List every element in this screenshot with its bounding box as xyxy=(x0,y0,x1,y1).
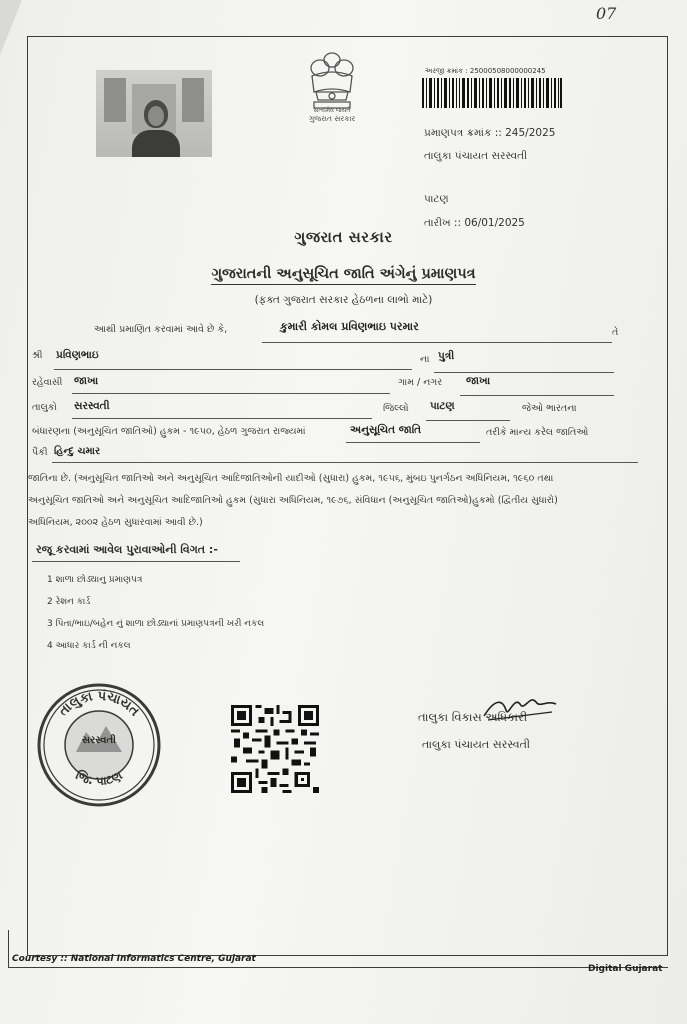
father-name: પ્રવિણભાઇ xyxy=(56,349,99,361)
india-text: જેઓ ભારતના xyxy=(522,403,577,414)
documents-heading: રજૂ કરવામાં આવેલ પુરાવાઓની વિગત :- xyxy=(36,543,218,556)
document-item-1: 1 શાળા છોડ્યાનુ પ્રમાણપત્ર xyxy=(47,575,143,585)
emblem-motto: સત્યમેવ જયતે xyxy=(313,107,351,114)
legal-line-2: અનુસૂચિત જાતિઓ અને અનુસૂચિત આદિજાતિઓ હુકમ (સુધારા અધિનિયમ, ૧૯૭૬, સંવિધાન (અનુસૂચિત જાતિઓ)હુકમો (દ્વિતીય સુધારો) xyxy=(28,495,558,506)
caste-underline xyxy=(52,462,638,463)
document-item-4: 4 આધાર કાર્ડ ની નકલ xyxy=(47,641,131,651)
documents-list xyxy=(47,569,264,657)
certificate-subtitle: (ફક્ત ગુજરાત સરકાર હેઠળના લાભો માટે) xyxy=(254,294,433,306)
footer-brand: Digital Gujarat xyxy=(588,964,663,974)
document-item-2: 2 રેશન કાર્ડ xyxy=(47,597,91,607)
caste-value: હિન્દુ ચમાર xyxy=(54,446,101,457)
resident-value: જાખા xyxy=(74,375,99,387)
handwritten-note: 07 xyxy=(596,4,617,23)
na-label: ના xyxy=(420,354,430,365)
document-item-3: 3 પિતા/ભાઇ/બહેન નું શાળા છોડ્યાનાં પ્રમાણપત્રની ખરી નકલ xyxy=(47,619,265,629)
officer-office: તાલુકા પંચાયત સરસ્વતી xyxy=(422,738,531,751)
seal-bottom-text: જિ. પાટણ xyxy=(73,767,125,789)
applicant-photo xyxy=(96,70,212,157)
legal-paragraph xyxy=(28,468,640,534)
district-underline xyxy=(426,420,510,421)
emblem-label: ગુજરાત સરકાર xyxy=(308,114,356,123)
district-value: પાટણ xyxy=(430,400,455,412)
footer-left-rule xyxy=(8,930,9,968)
taluka-underline xyxy=(72,418,372,419)
taluka-value: સરસ્વતી xyxy=(74,400,110,412)
caste-prefix: પૈકી xyxy=(32,447,48,458)
certificate-title-text: ગુજરાતની અનુસૂચિત જાતિ અંગેનું પ્રમાણપત્ર xyxy=(211,266,475,285)
application-number: અરજી ક્રમાંક : 25000508000000245 xyxy=(425,67,546,75)
resident-underline xyxy=(72,393,390,394)
certificate-title xyxy=(0,266,687,282)
village-underline xyxy=(460,395,614,396)
officer-signature-icon xyxy=(480,690,560,730)
relation: પુત્રી xyxy=(438,350,455,362)
district-label: જિલ્લો xyxy=(383,403,409,414)
certify-text: આથી પ્રમાણિત કરવામાં આવે છે કે, xyxy=(94,324,228,335)
barcode-icon xyxy=(422,78,562,108)
name-suffix: તે xyxy=(612,327,619,338)
category-value: અનુસૂચિત જાતિ xyxy=(350,424,422,436)
certificate-number: પ્રમાણપત્ર ક્રમાંક :: 245/2025 xyxy=(424,127,556,139)
village-label: ગામ / નગર xyxy=(398,377,443,388)
shri-label: શ્રી xyxy=(32,350,43,361)
village-value: જાખા xyxy=(466,375,491,387)
legal-line-3: અધિનિયમ, ૨૦૦૨ હેઠળ સુધારવામાં આવી છે.) xyxy=(28,517,203,528)
footer-divider xyxy=(8,967,668,968)
father-underline xyxy=(54,369,412,370)
name-underline xyxy=(262,342,612,343)
office-seal-icon xyxy=(36,682,162,808)
government-heading: ગુજરાત સરકાર xyxy=(294,228,393,246)
documents-heading-underline xyxy=(32,561,240,562)
issue-place: પાટણ xyxy=(424,193,449,205)
seal-top-text: તાલુકા પંચાયત xyxy=(56,688,142,720)
qr-code-icon xyxy=(231,704,319,794)
recognized-text: તરીકે માન્ય કરેલ જાતિઓ xyxy=(486,427,589,438)
resident-label: રહેવાસી xyxy=(32,377,63,388)
issuing-office: તાલુકા પંચાયત સરસ્વતી xyxy=(424,150,528,162)
category-underline xyxy=(346,442,480,443)
seal-center-text: સરસ્વતી xyxy=(82,735,116,746)
emblem-caption xyxy=(295,114,369,124)
page-fold xyxy=(0,0,22,55)
footer-courtesy: Courtesy :: National Informatics Centre, Gujarat xyxy=(12,954,256,964)
legal-line-1: જાતિના છે. (અનુસૂચિત જાતિઓ અને અનુસૂચિત આદિજાતિઓની યાદીઓ (સુધારા) હુકમ, ૧૯૫૬, મુંબઇ પુનર્ગઠન અધિનિયમ, ૧૯૬૦ તથા xyxy=(28,473,554,484)
applicant-name: કુમારી કોમલ પ્રવિણભાઇ પરમાર xyxy=(280,320,419,333)
officer-title: તાલુકા વિકાસ અધિકારી xyxy=(418,710,528,724)
constitution-text: બંધારણના (અનુસૂચિત જાતિઓ) હુકમ - ૧૯૫૦, હેઠળ ગુજરાત રાજ્યમાં xyxy=(32,426,306,437)
issue-date: તારીખ :: 06/01/2025 xyxy=(424,217,525,229)
taluka-label: તાલુકો xyxy=(32,402,57,413)
relation-underline xyxy=(434,372,614,373)
